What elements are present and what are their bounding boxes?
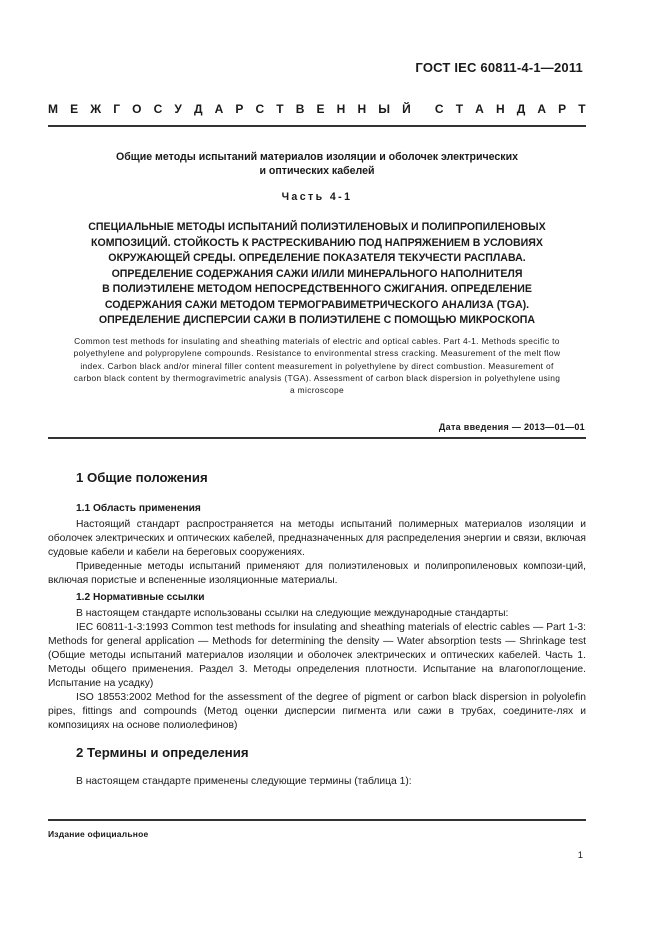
banner-letter: М <box>48 102 58 116</box>
section-2-heading: 2 Термины и определения <box>76 745 249 760</box>
banner-letter: Р <box>235 102 244 116</box>
banner-letter: Е <box>70 102 79 116</box>
english-title-line: Common test methods for insulating and sheathing materials of electric and optical cables. Part 4-1. Methods specific to <box>74 336 560 346</box>
special-title-line: ОПРЕДЕЛЕНИЕ ДИСПЕРСИИ САЖИ В ПОЛИЭТИЛЕНЕ С ПОМОЩЬЮ МИКРОСКОПА <box>98 314 536 326</box>
paragraph: Настоящий стандарт распространяется на методы испытаний полимерных материалов изоляции и оболочек электрических и оптических кабелей, предназначенных для распределения энергии и связи, включая судовые кабели и кабели на береговых сооружениях. <box>48 519 586 558</box>
page-number: 1 <box>577 850 583 861</box>
english-title-line: index. Carbon black and/or mineral filler content measurement in polyethylene by direct combustion. Measurement of <box>80 360 554 371</box>
english-title-line: carbon black content by thermogravimetric analysis (TGA). Assessment of carbon black dispersion in polyethylene using <box>73 372 561 383</box>
section-2-body <box>48 775 586 789</box>
banner-letter: Н <box>336 102 346 116</box>
general-title-line: и оптических кабелей <box>259 165 375 177</box>
banner-letter: В <box>295 102 305 116</box>
banner-letter: Н <box>495 102 505 116</box>
date-rule <box>48 437 586 439</box>
general-title-line: Общие методы испытаний материалов изоляции и оболочек электрических <box>115 151 519 163</box>
banner-letter: Е <box>316 102 325 116</box>
banner-letter: С <box>255 102 265 116</box>
banner-letter: Т <box>455 102 464 116</box>
introduction-date: Дата введения — 2013—01—01 <box>438 422 585 432</box>
banner-letter: С <box>434 102 444 116</box>
paragraph: В настоящем стандарте применены следующие термины (таблица 1): <box>76 776 412 787</box>
banner-letter: Ы <box>378 102 390 116</box>
banner-letter: Г <box>113 102 121 116</box>
banner-letter: Й <box>402 102 411 116</box>
subsection-1-1-body <box>48 518 586 588</box>
banner-letter: Д <box>516 102 526 116</box>
subsection-1-1-heading: 1.1 Область применения <box>76 503 201 514</box>
interstate-standard-banner <box>48 102 586 116</box>
paragraph: Приведенные методы испытаний применяют для полиэтиленовых и полипропиленовых компози-ций, включая пористые и вспененные изоляционные материалы. <box>48 561 586 586</box>
special-title-line: СПЕЦИАЛЬНЫЕ МЕТОДЫ ИСПЫТАНИЙ ПОЛИЭТИЛЕНОВЫХ И ПОЛИПРОПИЛЕНОВЫХ <box>88 221 546 233</box>
subsection-1-2-heading: 1.2 Нормативные ссылки <box>76 592 205 603</box>
special-title-line: КОМПОЗИЦИЙ. СТОЙКОСТЬ К РАСТРЕСКИВАНИЮ ПОД НАПРЯЖЕНИЕМ В УСЛОВИЯХ <box>91 236 543 249</box>
special-title-line: В ПОЛИЭТИЛЕНЕ МЕТОДОМ НЕПОСРЕДСТВЕННОГО СЖИГАНИЯ. ОПРЕДЕЛЕНИЕ <box>102 283 532 295</box>
standard-designation: ГОСТ IEC 60811-4-1—2011 <box>415 60 583 75</box>
section-1-heading: 1 Общие положения <box>76 470 208 485</box>
banner-letter: Т <box>578 102 586 116</box>
banner-letter: Ж <box>90 102 102 116</box>
subsection-1-2-body <box>48 607 586 733</box>
banner-letter: А <box>475 102 484 116</box>
header-rule <box>48 125 586 127</box>
special-title <box>48 220 586 329</box>
banner-letter: С <box>153 102 163 116</box>
english-title-line: a microscope <box>289 385 344 396</box>
banner-letter: Н <box>357 102 367 116</box>
part-label: Часть 4-1 <box>281 191 353 203</box>
banner-letter: А <box>214 102 224 116</box>
banner-letter: Р <box>558 102 567 116</box>
footer-rule <box>48 819 586 821</box>
english-title <box>48 335 586 396</box>
paragraph: В настоящем стандарте использованы ссылки на следующие международные стандарты: <box>76 608 509 619</box>
official-edition-label: Издание официальное <box>48 829 149 839</box>
paragraph: IEC 60811-1-3:1993 Common test methods for insulating and sheathing materials of electric cables — Part 1-3: Methods for general application — Methods for determining the density — Water absorption tests — Shrinkage test (Общие методы испытаний материалов изоляции и оболочек электрических и оптических кабелей. Часть 1. Методы общего применения. Раздел 3. Методы определения плотности. Испытание на влагопоглощение. Испытание на усадку) <box>48 622 586 689</box>
general-title <box>48 150 586 178</box>
banner-letter: О <box>132 102 142 116</box>
english-title-line: polyethylene and polypropylene compounds. Resistance to environmental stress cracking. Measurement of the melt flow <box>73 348 561 359</box>
special-title-line: ОПРЕДЕЛЕНИЕ СОДЕРЖАНИЯ САЖИ И/ИЛИ МИНЕРАЛЬНОГО НАПОЛНИТЕЛЯ <box>111 267 523 280</box>
paragraph: ISO 18553:2002 Method for the assessment of the degree of pigment or carbon black dispersion in polyolefin pipes, fittings and compounds (Метод оценки дисперсии пигмента или сажи в трубах, соедините-лях и композициях на основе полиолефинов) <box>48 692 586 731</box>
banner-letter: А <box>537 102 547 116</box>
special-title-line: ОКРУЖАЮЩЕЙ СРЕДЫ. ОПРЕДЕЛЕНИЕ ПОКАЗАТЕЛЯ ТЕКУЧЕСТИ РАСПЛАВА. <box>108 252 526 264</box>
banner-letter: Т <box>276 102 284 116</box>
banner-letter: Д <box>193 102 203 116</box>
banner-letter: У <box>174 102 182 116</box>
special-title-line: СОДЕРЖАНИЯ САЖИ МЕТОДОМ ТЕРМОГРАВИМЕТРИЧЕСКОГО АНАЛИЗА (TGA). <box>104 298 530 311</box>
